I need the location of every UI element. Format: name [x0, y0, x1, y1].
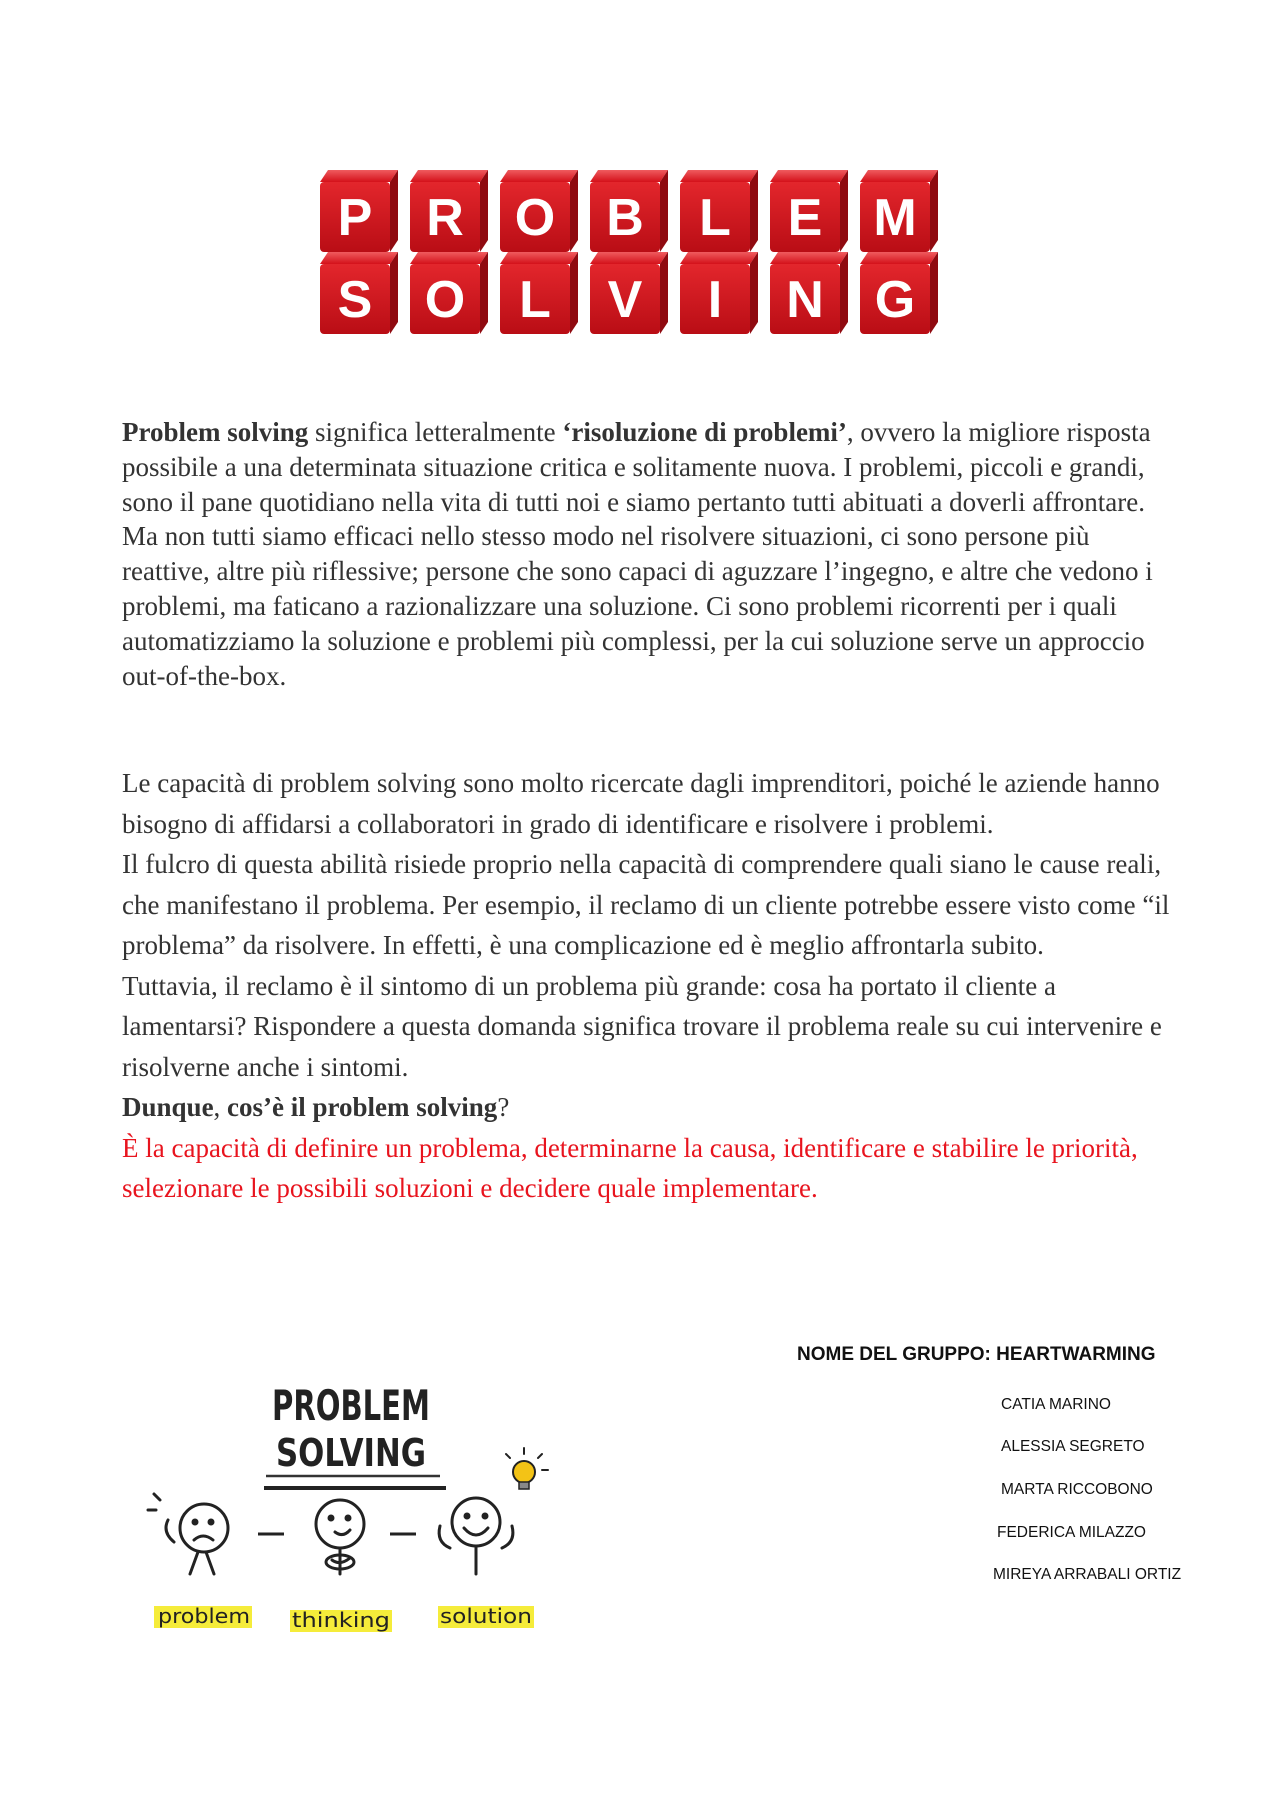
letter-cube — [500, 170, 578, 252]
cube-letter: P — [337, 189, 373, 247]
lightbulb-icon — [506, 1448, 548, 1489]
body-line-fulcrum: Il fulcro di questa abilità risiede proprio nella capacità di comprendere quali siano le cause reali, che manifestano il problema. Per esempio, il reclamo di un cliente potrebbe essere visto come “il problema” da risolvere. In effetti, è una complicazione ed è meglio affrontarla subito. — [122, 849, 1170, 960]
label-solution: solution — [440, 1604, 532, 1628]
body-section — [122, 763, 1172, 1209]
member-name: MARTA RICCOBONO — [1001, 1481, 1153, 1498]
cube-letter: B — [606, 189, 644, 247]
cube-letter: M — [873, 189, 917, 247]
letter-cube — [590, 170, 668, 252]
member-name: CATIA MARINO — [1001, 1396, 1111, 1413]
answer-definition: È la capacità di definire un problema, determinarne la causa, identificare e stabilire le priorità, selezionare le possibili soluzioni e decidere quale implementare. — [122, 1132, 1138, 1203]
letter-cube — [320, 252, 398, 334]
term-translation: ‘risoluzione di problemi’ — [562, 417, 847, 447]
cube-letter: I — [707, 271, 723, 329]
member-name: MIREYA ARRABALI ORTIZ — [993, 1566, 1182, 1583]
member-name: FEDERICA MILAZZO — [997, 1524, 1146, 1541]
member-name: ALESSIA SEGRETO — [1001, 1438, 1145, 1455]
letter-cube — [320, 170, 398, 252]
label-thinking: thinking — [292, 1608, 390, 1632]
happy-face-icon — [439, 1498, 513, 1574]
intro-paragraph — [122, 415, 1172, 693]
intro-text-2: , ovvero la migliore risposta possibile a una determinata situazione critica e solitamente nuova. I problemi, piccoli e grandi, sono il pane quotidiano nella vita di tutti noi e siamo pertanto tutti abituati a doverli affrontare. Ma non tutti siamo efficaci nello stesso modo nel risolvere situazioni, ci sono persone più reattive, altre più riflessive; persone che sono capaci di aguzzare l’ingegno, e altre che vedono i problemi, ma faticano a razionalizzare una soluzione. Ci sono problemi ricorrenti per i quali automatizziamo la soluzione e problemi più complessi, per la cui soluzione serve un approccio out-of-the-box. — [122, 417, 1153, 691]
cube-letter: R — [426, 189, 464, 247]
letter-cube — [860, 170, 938, 252]
intro-text-1: significa letteralmente — [308, 417, 563, 447]
label-problem: problem — [158, 1604, 250, 1628]
letter-cube — [500, 252, 578, 334]
sketch-title-solving: SOLVING — [276, 1431, 426, 1475]
question-sep: , — [213, 1092, 228, 1122]
problem-solving-header-image — [308, 168, 990, 348]
letter-cube — [410, 252, 488, 334]
cube-letter: S — [337, 271, 373, 329]
cube-letter: L — [519, 271, 551, 329]
group-name-heading: NOME DEL GRUPPO: HEARTWARMING — [797, 1344, 1156, 1365]
letter-cube — [410, 170, 488, 252]
letter-cube — [680, 170, 758, 252]
cube-letter: E — [787, 189, 823, 247]
body-line-entrepreneurs: Le capacità di problem solving sono molto ricercate dagli imprenditori, poiché le aziende hanno bisogno di affidarsi a collaboratori in grado di identificare e risolvere i problemi. — [122, 768, 1160, 839]
sketch-title-problem: PROBLEM — [272, 1381, 430, 1430]
letter-cube — [770, 170, 848, 252]
sad-face-icon — [148, 1494, 228, 1574]
letter-cube — [860, 252, 938, 334]
letter-cube — [680, 252, 758, 334]
letter-cube — [770, 252, 848, 334]
problem-solving-sketch — [140, 1360, 590, 1650]
cube-letter: O — [424, 271, 466, 329]
letter-cube — [590, 252, 668, 334]
question-mark: ? — [497, 1092, 510, 1122]
term-problem-solving: Problem solving — [122, 417, 309, 447]
question-bold-1: Dunque — [122, 1092, 214, 1122]
cube-letter: O — [514, 189, 556, 247]
question-line — [122, 1087, 1172, 1128]
cube-letter: L — [699, 189, 731, 247]
cube-letter: G — [874, 271, 916, 329]
cube-letter: V — [607, 271, 643, 329]
body-line-symptom: Tuttavia, il reclamo è il sintomo di un problema più grande: cosa ha portato il cliente a lamentarsi? Rispondere a questa domanda significa trovare il problema reale su cui intervenire e risolverne anche i sintomi. — [122, 970, 1162, 1082]
thinking-face-icon — [316, 1500, 364, 1574]
question-bold-2: cos’è il problem solving — [227, 1092, 498, 1122]
cube-letter: N — [786, 271, 824, 329]
